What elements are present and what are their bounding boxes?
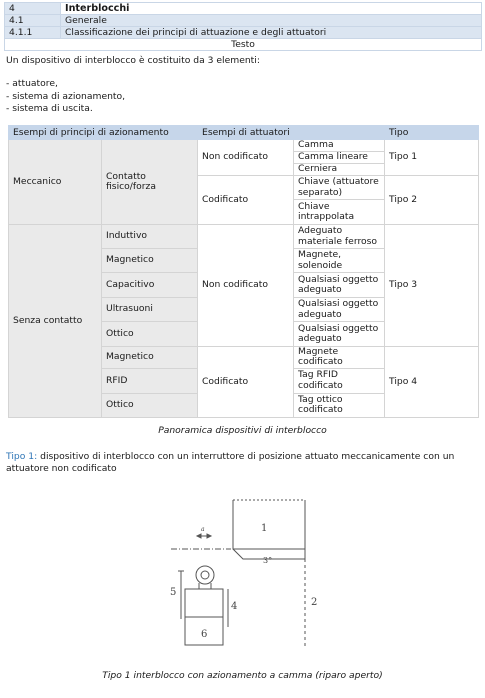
section-title: Interblocchi xyxy=(61,3,482,15)
cell-non-codificato-2: Non codificato xyxy=(198,225,294,347)
cell-qualsiasi-1: Qualsiasi oggetto adeguato xyxy=(294,273,385,298)
cell-ultrasuoni: Ultrasuoni xyxy=(102,298,198,322)
cell-tipo1: Tipo 1 xyxy=(385,140,479,176)
cell-magnete-codificato: Magnete codificato xyxy=(294,347,385,369)
cell-induttivo: Induttivo xyxy=(102,225,198,249)
header-principles: Esempi di principi di azionamento xyxy=(9,126,198,140)
cell-camma: Camma xyxy=(294,140,385,152)
fig-label-6: 6 xyxy=(201,629,208,640)
subsection-number: 4.1 xyxy=(5,15,61,27)
cell-contatto: Contatto fisico/forza xyxy=(102,140,198,225)
cell-adeguato-ferroso: Adeguato materiale ferroso xyxy=(294,225,385,249)
cell-magnete-solenoide: Magnete, solenoide xyxy=(294,249,385,273)
cell-non-codificato: Non codificato xyxy=(198,140,294,176)
cell-chiave-intrappolata: Chiave intrappolata xyxy=(294,200,385,225)
table-caption: Panoramica dispositivi di interblocco xyxy=(158,425,327,436)
intro-text xyxy=(6,55,476,115)
section-number: 4 xyxy=(5,3,61,15)
subsubsection-number: 4.1.1 xyxy=(5,27,61,39)
fig-label-2: 2 xyxy=(311,597,318,608)
cell-camma-lineare: Camma lineare xyxy=(294,152,385,164)
cell-tipo2: Tipo 2 xyxy=(385,176,479,225)
header-type: Tipo xyxy=(385,126,479,140)
fig-label-5: 5 xyxy=(170,587,177,598)
section-header xyxy=(4,2,482,51)
figure-caption: Tipo 1 interblocco con azionamento a camma (riparo aperto) xyxy=(102,670,383,681)
cell-chiave-separato: Chiave (attuatore separato) xyxy=(294,176,385,200)
header-actuators: Esempi di attuatori xyxy=(198,126,385,140)
cell-codificato-2: Codificato xyxy=(198,347,294,418)
cell-capacitivo: Capacitivo xyxy=(102,273,198,298)
cell-meccanico: Meccanico xyxy=(9,140,102,225)
cell-senza-contatto: Senza contatto xyxy=(9,225,102,418)
subsection-title: Generale xyxy=(61,15,482,27)
fig-label-4: 4 xyxy=(231,601,238,612)
tipo1-description xyxy=(6,451,478,475)
fig-label-1: 1 xyxy=(261,523,268,534)
fig-label-3: 3° xyxy=(263,556,273,565)
text-label: Testo xyxy=(5,39,482,51)
intro-item: - sistema di uscita. xyxy=(6,102,93,114)
cell-magnetico-2: Magnetico xyxy=(102,347,198,369)
cell-ottico: Ottico xyxy=(102,322,198,347)
fig-label-a: a xyxy=(201,526,205,533)
intro-line: Un dispositivo di interblocco è costituito da 3 elementi: xyxy=(6,55,260,66)
cell-ottico-2: Ottico xyxy=(102,393,198,417)
cell-qualsiasi-3: Qualsiasi oggetto adeguato xyxy=(294,322,385,347)
intro-item: - sistema di azionamento, xyxy=(6,90,126,102)
cell-tag-rfid: Tag RFID codificato xyxy=(294,368,385,393)
cell-magnetico: Magnetico xyxy=(102,249,198,273)
cell-tipo4: Tipo 4 xyxy=(385,347,479,418)
interlock-figure xyxy=(165,497,335,657)
cell-codificato: Codificato xyxy=(198,176,294,225)
cell-cerniera: Cerniera xyxy=(294,164,385,176)
tipo1-label: Tipo 1: xyxy=(6,451,38,462)
cell-rfid: RFID xyxy=(102,368,198,393)
cell-tag-ottico: Tag ottico codificato xyxy=(294,393,385,417)
tipo1-text: dispositivo di interblocco con un interruttore di posizione attuato meccanicamente con un attuatore non codificato xyxy=(6,451,455,475)
intro-item: - attuatore, xyxy=(6,78,58,90)
actuator-table xyxy=(8,125,479,418)
subsubsection-title: Classificazione dei principi di attuazione e degli attuatori xyxy=(61,27,482,39)
cell-qualsiasi-2: Qualsiasi oggetto adeguato xyxy=(294,298,385,322)
cell-tipo3: Tipo 3 xyxy=(385,225,479,347)
